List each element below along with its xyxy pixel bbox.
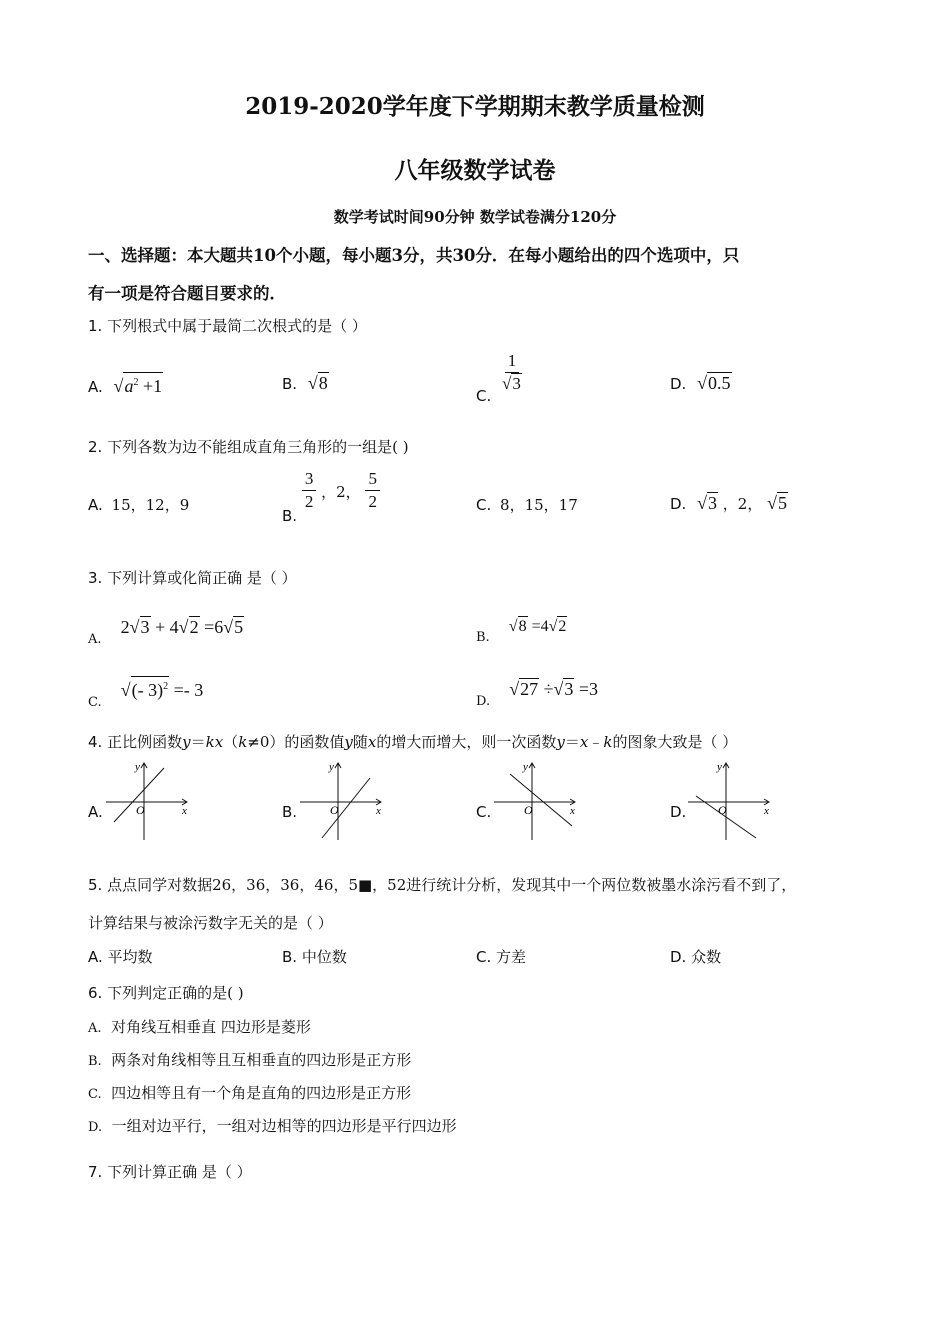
option-label: B. bbox=[282, 375, 298, 393]
q3-option-d[interactable] bbox=[476, 678, 599, 709]
option-label: C. bbox=[88, 695, 102, 710]
q1-option-d[interactable] bbox=[670, 372, 732, 394]
option-label: B. bbox=[88, 1054, 102, 1069]
option-label: C. bbox=[476, 386, 492, 405]
exam-title: 2019-2020学年度下学期期末教学质量检测 bbox=[245, 93, 705, 120]
exam-subtitle: 八年级数学试卷 bbox=[394, 157, 556, 184]
option-label: A. bbox=[88, 1021, 102, 1036]
question-number: 7. bbox=[88, 1163, 103, 1181]
q5-option-c[interactable] bbox=[476, 946, 526, 967]
text: 正比例函数 bbox=[107, 733, 183, 751]
term: =4 bbox=[527, 618, 549, 635]
text: ＝ bbox=[564, 733, 580, 751]
var: k bbox=[238, 733, 248, 751]
q3-option-b[interactable] bbox=[476, 616, 567, 645]
option-label: A. bbox=[88, 803, 103, 821]
option-label: A. bbox=[88, 378, 103, 396]
question-2 bbox=[88, 436, 409, 457]
x-label: x bbox=[182, 805, 187, 817]
question-5-line1 bbox=[88, 874, 796, 895]
var: x bbox=[367, 733, 377, 751]
option-label: B. bbox=[476, 630, 490, 645]
var: y bbox=[344, 733, 353, 751]
question-number: 2. bbox=[88, 438, 103, 456]
question-1 bbox=[88, 315, 367, 336]
option-text: 平均数 bbox=[107, 948, 153, 966]
radicand: 0.5 bbox=[708, 373, 731, 393]
math-expression: √(- 3)$^2$ =- 3 bbox=[121, 680, 204, 700]
q3-option-a[interactable] bbox=[88, 616, 244, 647]
radical-expression: √0.5 bbox=[697, 373, 731, 393]
question-text: 下列计算正确 是（ ） bbox=[107, 1163, 252, 1181]
option-text: 四边相等且有一个角是直角的四边形是正方形 bbox=[111, 1084, 412, 1102]
radical-expression: √8 bbox=[307, 373, 328, 393]
option-label: A. bbox=[88, 948, 103, 966]
q1-option-b[interactable] bbox=[282, 372, 329, 394]
question-7 bbox=[88, 1161, 252, 1182]
denominator: 2 bbox=[368, 492, 377, 511]
function-line bbox=[510, 774, 572, 826]
var: k bbox=[603, 733, 613, 751]
y-label: y bbox=[523, 761, 528, 773]
exponent: 2 bbox=[163, 681, 169, 692]
question-text: 下列根式中属于最简二次根式的是（ ） bbox=[107, 317, 367, 335]
q4-option-d[interactable] bbox=[670, 803, 686, 821]
var-a: a bbox=[124, 376, 134, 396]
option-text: 众数 bbox=[691, 948, 722, 966]
option-label: D. bbox=[476, 694, 491, 709]
q5-option-b[interactable] bbox=[282, 946, 347, 967]
option-label: D. bbox=[88, 1120, 103, 1135]
question-number: 4. bbox=[88, 733, 103, 751]
option-label: B. bbox=[282, 948, 298, 966]
radicand: 3 bbox=[140, 617, 150, 637]
question-text: 下列判定正确的是( ) bbox=[107, 984, 244, 1002]
radicand: 3 bbox=[512, 374, 521, 393]
question-number: 6. bbox=[88, 984, 103, 1002]
y-label: y bbox=[717, 761, 722, 773]
var: kx bbox=[205, 733, 224, 751]
q5-option-a[interactable] bbox=[88, 946, 153, 967]
radical-expression: √5 bbox=[767, 493, 787, 513]
option-text: 一组对边平行，一组对边相等的四边形是平行四边形 bbox=[111, 1117, 457, 1135]
text: （ bbox=[223, 733, 239, 751]
q2-option-c[interactable] bbox=[476, 494, 578, 515]
q1-option-c[interactable] bbox=[476, 350, 522, 405]
term: =- 3 bbox=[169, 680, 204, 700]
radical-expression: √3 bbox=[697, 493, 717, 513]
math-expression: 2√3 + 4√2 =6√5 bbox=[120, 617, 244, 637]
q4-option-a[interactable] bbox=[88, 803, 103, 821]
numerator: 1 bbox=[505, 350, 520, 373]
option-text: 方差 bbox=[496, 948, 527, 966]
section-heading-line2: 有一项是符合题目要求的． bbox=[88, 284, 286, 303]
q6-option-d[interactable] bbox=[88, 1115, 457, 1136]
math-expression: √8 =4√2 bbox=[508, 618, 567, 635]
option-label: D. bbox=[670, 948, 687, 966]
option-label: A. bbox=[88, 496, 103, 514]
option-label: A. bbox=[88, 632, 102, 647]
q4-graph-d bbox=[686, 760, 776, 845]
text: 的增大而增大，则一次函数 bbox=[376, 733, 557, 751]
option-label: B. bbox=[282, 803, 298, 821]
section-heading-line1: 一、选择题：本大题共10个小题，每小题3分，共30分．在每小题给出的四个选项中，只 bbox=[88, 246, 740, 265]
term: =3 bbox=[574, 679, 599, 699]
q4-graph-a bbox=[104, 760, 194, 845]
origin-label: O bbox=[330, 803, 339, 817]
question-4 bbox=[88, 731, 737, 752]
option-text: ，2， bbox=[321, 482, 361, 501]
option-label: C. bbox=[88, 1087, 102, 1102]
q4-graph-c bbox=[492, 760, 582, 845]
radicand: (- 3) bbox=[131, 680, 164, 700]
radicand: 5 bbox=[234, 617, 244, 637]
question-text: 下列各数为边不能组成直角三角形的一组是( ) bbox=[107, 438, 409, 456]
term: +1 bbox=[142, 376, 163, 396]
question-number: 3. bbox=[88, 569, 103, 587]
question-text: 下列计算或化简正确 是（ ） bbox=[107, 569, 297, 587]
option-label: D. bbox=[670, 803, 687, 821]
radicand: 27 bbox=[520, 679, 539, 699]
origin-label: O bbox=[136, 803, 145, 817]
q1-option-a[interactable] bbox=[88, 372, 163, 397]
question-number: 1. bbox=[88, 317, 103, 335]
origin-label: O bbox=[524, 803, 533, 817]
question-6 bbox=[88, 982, 244, 1003]
exponent: 2 bbox=[133, 377, 139, 388]
text: ＝ bbox=[190, 733, 206, 751]
question-5-line2: 计算结果与被涂污数字无关的是（ ） bbox=[88, 914, 333, 932]
text: 的图象大致是（ ） bbox=[612, 733, 738, 751]
math-expression: √27 ÷√3 =3 bbox=[509, 679, 599, 699]
radicand: 8 bbox=[318, 373, 328, 393]
text: ﹣ bbox=[588, 733, 604, 751]
option-text: 15，12，9 bbox=[111, 496, 190, 514]
q4-option-c[interactable] bbox=[476, 803, 491, 821]
q5-option-d[interactable] bbox=[670, 946, 721, 967]
y-label: y bbox=[135, 761, 140, 773]
x-label: x bbox=[570, 805, 575, 817]
q2-option-d[interactable] bbox=[670, 492, 788, 514]
var: y bbox=[556, 733, 565, 751]
option-label: B. bbox=[282, 506, 298, 525]
numerator: 3 bbox=[302, 468, 317, 491]
option-label: C. bbox=[476, 496, 492, 514]
question-3 bbox=[88, 567, 297, 588]
option-label: C. bbox=[476, 948, 492, 966]
radicand: 2 bbox=[558, 618, 567, 635]
exam-info: 数学考试时间90分钟 数学试卷满分120分 bbox=[333, 208, 617, 226]
fraction: $\frac{1}{√3}$ bbox=[502, 351, 521, 393]
radicand: 3 bbox=[564, 679, 574, 699]
q6-option-a[interactable] bbox=[88, 1016, 311, 1037]
origin-label: O bbox=[718, 803, 727, 817]
x-label: x bbox=[376, 805, 381, 817]
q4-graph-b bbox=[298, 760, 388, 845]
denominator: 2 bbox=[304, 492, 314, 511]
radical-expression: $√a^2 +1$ bbox=[114, 376, 164, 396]
radicand: 2 bbox=[189, 617, 199, 637]
option-text: 对角线互相垂直 四边形是菱形 bbox=[111, 1018, 311, 1036]
term: + 4 bbox=[150, 617, 179, 637]
question-text: 点点同学对数据26，36，36，46，5■，52进行统计分析，发现其中一个两位数被墨水涂污看不到了， bbox=[107, 876, 797, 894]
radicand: 3 bbox=[708, 493, 717, 513]
numerator: 5 bbox=[365, 468, 380, 491]
q6-option-c[interactable] bbox=[88, 1082, 411, 1103]
option-text: 8，15，17 bbox=[500, 496, 578, 514]
x-label: x bbox=[764, 805, 769, 817]
q4-option-b[interactable] bbox=[282, 803, 297, 821]
option-text: ，2， bbox=[722, 495, 763, 513]
q2-option-b[interactable] bbox=[282, 468, 380, 525]
radicand: 5 bbox=[778, 493, 787, 513]
text: ≠0）的函数值 bbox=[247, 733, 345, 751]
radicand: 8 bbox=[518, 618, 527, 635]
option-text: 两条对角线相等且互相垂直的四边形是正方形 bbox=[111, 1051, 412, 1069]
q3-option-c[interactable] bbox=[88, 676, 204, 710]
coefficient: 2 bbox=[120, 617, 130, 637]
var: y bbox=[182, 733, 191, 751]
option-label: D. bbox=[670, 495, 687, 513]
fraction bbox=[365, 468, 380, 513]
option-text: 中位数 bbox=[301, 948, 347, 966]
term: ÷ bbox=[539, 679, 554, 699]
option-label: D. bbox=[670, 375, 687, 393]
y-label: y bbox=[329, 761, 334, 773]
option-label: C. bbox=[476, 803, 492, 821]
fraction bbox=[302, 468, 317, 513]
term: =6 bbox=[199, 617, 224, 637]
var: x bbox=[579, 733, 589, 751]
question-number: 5. bbox=[88, 876, 103, 894]
q6-option-b[interactable] bbox=[88, 1049, 411, 1070]
text: 随 bbox=[352, 733, 368, 751]
q2-option-a[interactable] bbox=[88, 494, 189, 515]
